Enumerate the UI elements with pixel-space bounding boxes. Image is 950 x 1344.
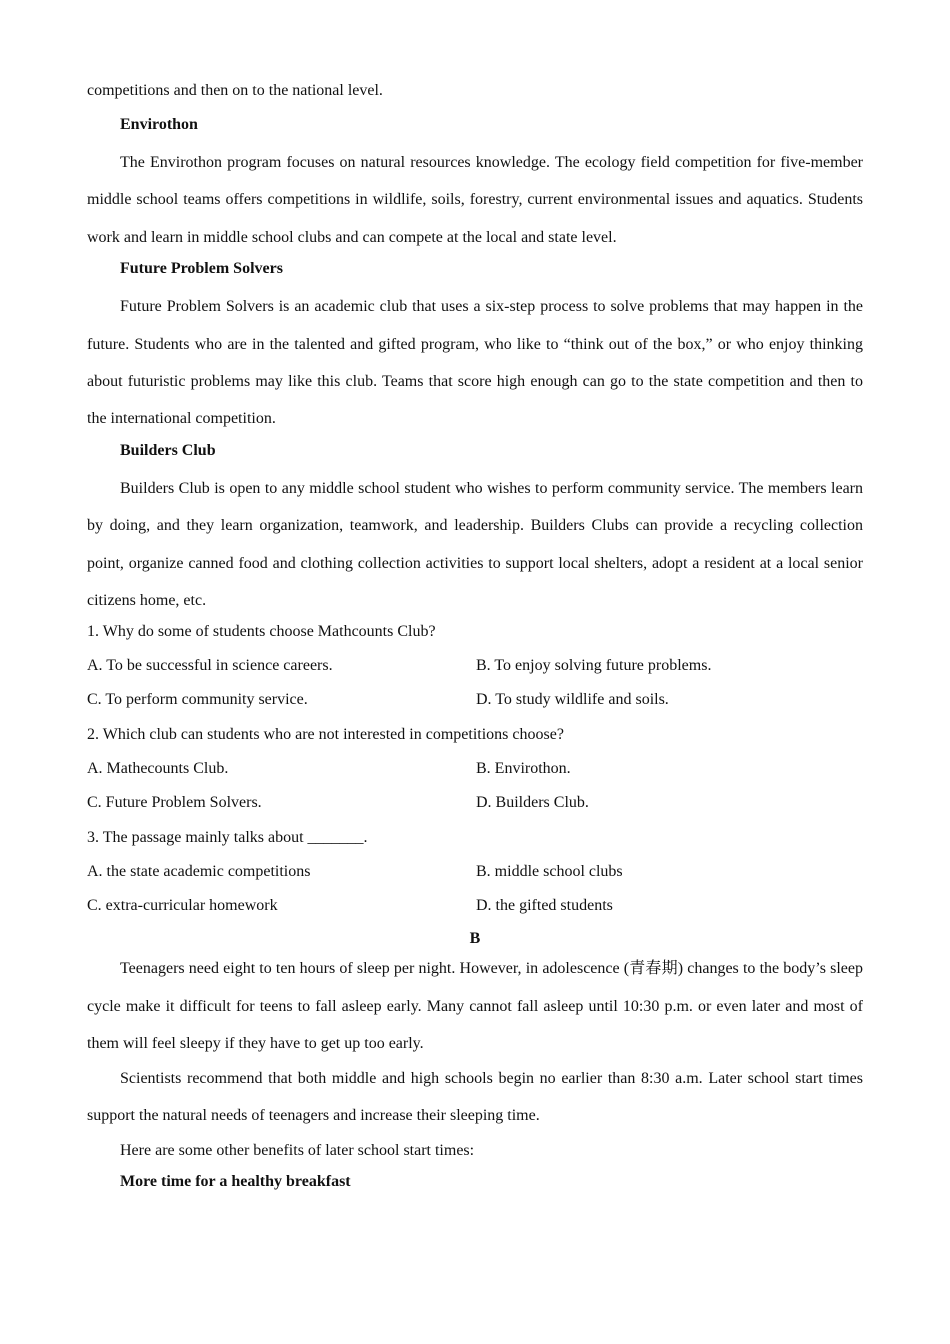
- question-1-option-b: B. To enjoy solving future problems.: [476, 657, 712, 675]
- passage-b-paragraph-3: Here are some other benefits of later school start times:: [120, 1141, 475, 1159]
- document-page: [87, 78, 863, 1201]
- question-3-option-a: A. the state academic competitions: [87, 863, 311, 881]
- passage-b-paragraph-2: Scientists recommend that both middle and high schools begin no earlier than 8:30 a.m. Later school start times support the natural needs of teenagers and increase their sleeping time.: [87, 1069, 863, 1125]
- club-description-future-problem-solvers: Future Problem Solvers is an academic club that uses a six-step process to solve problems that may happen in the future. Students who are in the talented and gifted program, who like to “think out of the box,” or who enjoy thinking about futuristic problems may like this club. Teams that score high enough can go to the state competition and then to the international competition.: [87, 298, 863, 428]
- question-3-options: [87, 859, 863, 919]
- question-1-option-c: C. To perform community service.: [87, 691, 308, 709]
- question-2-stem: 2. Which club can students who are not interested in competitions choose?: [87, 726, 564, 744]
- question-3-stem: 3. The passage mainly talks about _______.: [87, 829, 368, 847]
- question-2-options: [87, 756, 863, 816]
- passage-b-subheading: More time for a healthy breakfast: [120, 1172, 351, 1190]
- question-2-option-d: D. Builders Club.: [476, 794, 589, 812]
- club-description-builders-club: Builders Club is open to any middle school student who wishes to perform community service. The members learn by doing, and they learn organization, teamwork, and leadership. Builders Clubs can provide a recycling collection point, organize canned food and clothing collection activities to support local shelters, adopt a resident at a local senior citizens home, etc.: [87, 479, 863, 610]
- question-1-options: [87, 653, 863, 713]
- question-3-option-d: D. the gifted students: [476, 897, 613, 915]
- question-2-option-c: C. Future Problem Solvers.: [87, 794, 262, 812]
- club-description-envirothon: The Envirothon program focuses on natural resources knowledge. The ecology field competition for five-member middle school teams offers competitions in wildlife, soils, forestry, current environmental issues and aquatics. Students work and learn in middle school clubs and can compete at the local and state level.: [87, 154, 863, 246]
- question-1-stem: 1. Why do some of students choose Mathcounts Club?: [87, 623, 436, 641]
- club-heading-builders-club: Builders Club: [120, 441, 216, 459]
- question-2-option-b: B. Envirothon.: [476, 760, 571, 778]
- question-2-option-a: A. Mathecounts Club.: [87, 760, 229, 778]
- question-1-option-a: A. To be successful in science careers.: [87, 657, 333, 675]
- question-3-option-b: B. middle school clubs: [476, 863, 623, 881]
- question-3-option-c: C. extra-curricular homework: [87, 897, 278, 915]
- question-1-option-d: D. To study wildlife and soils.: [476, 691, 669, 709]
- continued-paragraph: competitions and then on to the national level.: [87, 82, 383, 99]
- passage-b-paragraph-1: Teenagers need eight to ten hours of sleep per night. However, in adolescence (青春期) changes to the body’s sleep cycle make it difficult for teens to fall asleep early. Many cannot fall asleep until 10:30 p.m. or even later and most of them will feel sleepy if they have to get up too early.: [87, 960, 863, 1053]
- club-heading-future-problem-solvers: Future Problem Solvers: [120, 260, 283, 278]
- section-letter-b: B: [469, 930, 481, 948]
- club-heading-envirothon: Envirothon: [120, 116, 198, 133]
